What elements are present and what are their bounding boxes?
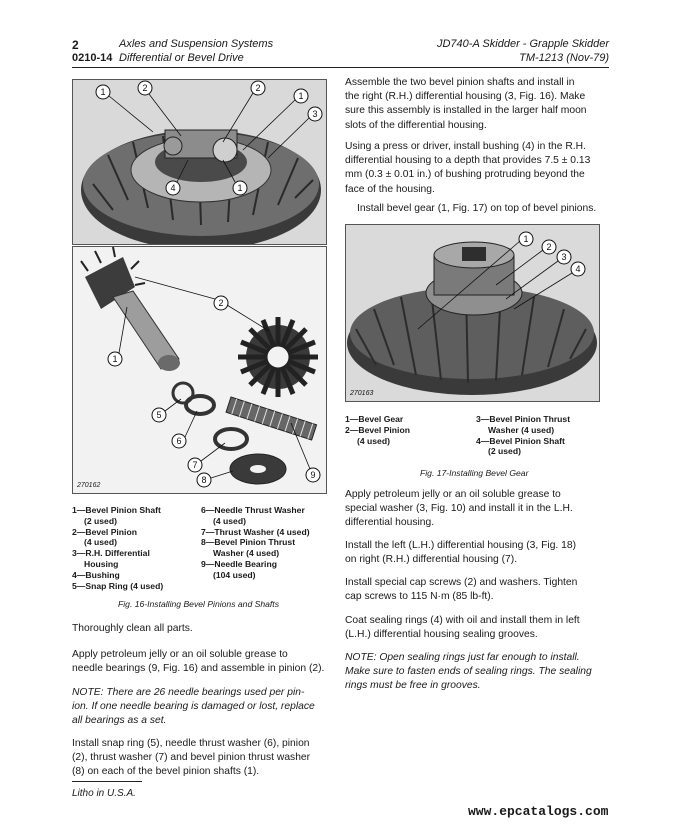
left-para-install: Install snap ring (5), needle thrust washer (6), pinion (2), thrust washer (7) and bevel pinion thrust washer (8) on each of the bevel pinion shafts (1). (72, 738, 311, 778)
callout-label: 2 (142, 83, 148, 93)
fig17-legend-right (476, 414, 570, 457)
fig16-photo-parts (72, 246, 327, 494)
manual-number: TM-1213 (Nov-79) (519, 52, 609, 64)
fig17-legend-left (345, 414, 410, 446)
legend-item: 1—Bevel Pinion Shaft (72, 505, 161, 515)
left-para-grease: Apply petroleum jelly or an oil soluble grease to needle bearings (9, Fig. 16) and assemble in pinion (2). (72, 649, 325, 675)
header-rule (72, 67, 609, 68)
legend-item: Washer (4 used) (213, 548, 280, 559)
callout-label: 2 (218, 298, 224, 308)
callout-label: 1 (298, 91, 304, 101)
left-note: NOTE: There are 26 needle bearings used per pin- ion. If one needle bearing is damaged or lost, replace all bearings as a set. (72, 687, 315, 727)
legend-item: Washer (4 used) (488, 424, 555, 435)
callout-label: 1 (523, 234, 529, 244)
bevel-gear-on-pinions-illustration (346, 225, 599, 401)
legend-item: 4—Bevel Pinion Shaft (476, 435, 565, 446)
fig16-photo-id: 270162 (77, 482, 101, 489)
callout-label: 6 (176, 436, 182, 446)
callout-label: 1 (237, 183, 243, 193)
right-para-bevel-gear: Install bevel gear (1, Fig. 17) on top of bevel pinions. (357, 203, 597, 214)
legend-item: (2 used) (488, 446, 521, 457)
legend-item: 2—Bevel Pinion (345, 424, 410, 435)
callout-label: 2 (255, 83, 261, 93)
legend-item: 8—Bevel Pinion Thrust (201, 537, 296, 548)
fig16-top-callouts (73, 80, 326, 244)
fig17-photo (345, 224, 600, 402)
legend-item: 5—Snap Ring (4 used) (72, 580, 164, 591)
callout-label: 3 (561, 252, 567, 262)
machine-title: JD740-A Skidder - Grapple Skidder (436, 38, 609, 50)
callout-label: 4 (575, 264, 581, 274)
legend-item: 1—Bevel Gear (345, 414, 404, 424)
legend-item: 6—Needle Thrust Washer (201, 505, 305, 515)
legend-item: (4 used) (213, 515, 246, 526)
callout-label: 1 (112, 354, 118, 364)
fig16-photo-assembly (72, 79, 327, 245)
page-number: 2 (72, 38, 79, 52)
right-para-lh-housing: Install the left (L.H.) differential housing (3, Fig. 18) on right (R.H.) differential housing (7). (345, 540, 577, 566)
fig16-caption: Fig. 16-Installing Bevel Pinions and Shafts (118, 599, 279, 609)
left-para-clean: Thoroughly clean all parts. (72, 623, 193, 634)
callout-label: 9 (310, 470, 316, 480)
legend-item: (2 used) (84, 515, 117, 526)
legend-item: (104 used) (213, 569, 256, 580)
fig16-legend-right (201, 505, 310, 581)
callout-label: 2 (546, 242, 552, 252)
footer-rule (72, 781, 142, 782)
callout-label: 7 (192, 460, 198, 470)
fig17-caption: Fig. 17-Installing Bevel Gear (420, 468, 529, 478)
legend-item: 4—Bushing (72, 569, 120, 580)
exploded-parts-illustration (73, 247, 326, 493)
right-para-bushing: Using a press or driver, install bushing (4) in the R.H. differential housing to a depth that provides 7.5 ± 0.13 mm (0.3 ± 0.01 in.) of bushing protruding beyond the face of the housing. (345, 141, 591, 195)
legend-item: 9—Needle Bearing (201, 558, 277, 569)
callout-label: 5 (156, 410, 162, 420)
right-para-cap-screws: Install special cap screws (2) and washers. Tighten cap screws to 115 N·m (85 lb-ft). (345, 577, 578, 603)
callout-label: 4 (170, 183, 176, 193)
legend-item: (4 used) (84, 537, 117, 548)
callout-label: 3 (312, 109, 318, 119)
section-subtitle: Differential or Bevel Drive (119, 52, 244, 64)
section-title: Axles and Suspension Systems (119, 38, 274, 50)
legend-item: 2—Bevel Pinion (72, 526, 137, 537)
right-para-assemble: Assemble the two bevel pinion shafts and install in the right (R.H.) differential housing (3, Fig. 16). Make sure this assembly is installed in the larger half moon slots of the differential housing. (345, 77, 587, 131)
right-para-sealing-rings: Coat sealing rings (4) with oil and install them in left (L.H.) differential housing sealing grooves. (345, 615, 580, 641)
section-code: 0210-14 (72, 52, 113, 64)
legend-item: 3—R.H. Differential (72, 548, 150, 559)
litho-label: Litho in U.S.A. (72, 788, 136, 799)
fig17-photo-id: 270163 (350, 390, 374, 397)
legend-item: 7—Thrust Washer (4 used) (201, 526, 310, 537)
right-para-special-washer: Apply petroleum jelly or an oil soluble grease to special washer (3, Fig. 10) and install it in the L.H. differential housing. (345, 489, 573, 529)
watermark-link[interactable]: www.epcatalogs.com (468, 804, 609, 819)
callout-label: 8 (201, 475, 207, 485)
legend-item: (4 used) (357, 435, 390, 446)
callout-label: 1 (100, 87, 106, 97)
fig16-legend-left (72, 505, 163, 591)
right-note: NOTE: Open sealing rings just far enough to install. Make sure to fasten ends of sealing rings. The sealing rings must be free in grooves. (345, 652, 592, 692)
legend-item: Housing (84, 558, 119, 569)
legend-item: 3—Bevel Pinion Thrust (476, 414, 571, 424)
